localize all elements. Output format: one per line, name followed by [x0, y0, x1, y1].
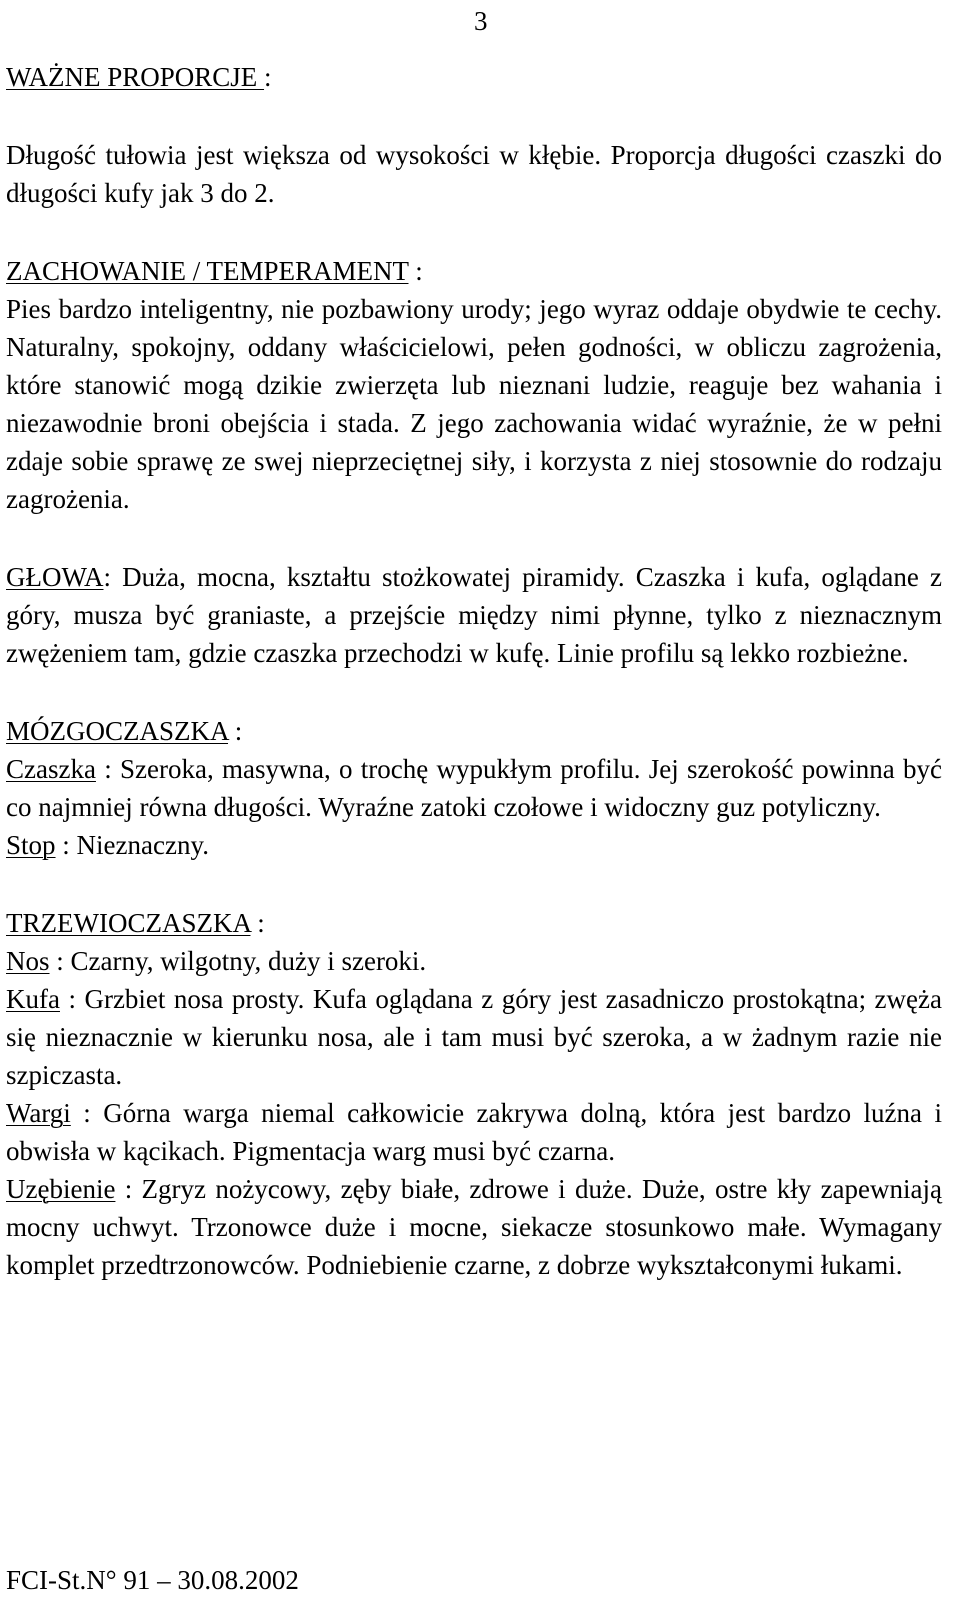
section-head-text: : Duża, mocna, kształtu stożkowatej piramidy. Czaszka i kufa, oglądane z góry, musza być graniaste, a przejście między nimi płynne, tylko z nieznacznym zwężeniem tam, gdzie czaszka przechodzi w kufę. Linie profilu są lekko rozbieżne. — [6, 562, 942, 668]
cranial-stop-label: Stop — [6, 830, 56, 860]
facial-nose-paragraph — [6, 942, 942, 980]
section-behaviour-heading — [6, 252, 942, 290]
facial-nose-label: Nos — [6, 946, 50, 976]
section-head-paragraph — [6, 558, 942, 672]
section-behaviour-title: ZACHOWANIE / TEMPERAMENT — [6, 256, 409, 286]
cranial-skull-label: Czaszka — [6, 754, 96, 784]
facial-lips-label: Wargi — [6, 1098, 71, 1128]
cranial-skull-paragraph — [6, 750, 942, 826]
facial-muzzle-text: : Grzbiet nosa prosty. Kufa oglądana z góry jest zasadniczo prostokątna; zwęża się nieznacznie w kierunku nosa, ale i tam musi być szeroka, a w żadnym razie nie szpiczasta. — [6, 984, 942, 1090]
section-facial-heading — [6, 904, 942, 942]
facial-lips-text: : Górna warga niemal całkowicie zakrywa dolną, która jest bardzo luźna i obwisła w kącikach. Pigmentacja warg musi być czarna. — [6, 1098, 942, 1166]
section-proportions-text: Długość tułowia jest większa od wysokości w kłębie. Proporcja długości czaszki do długości kufy jak 3 do 2. — [6, 140, 942, 208]
document-footer: FCI-St.N° 91 – 30.08.2002 — [6, 1565, 299, 1595]
cranial-stop-paragraph — [6, 826, 942, 864]
facial-lips-paragraph — [6, 1094, 942, 1170]
section-cranial-colon: : — [228, 716, 243, 746]
section-proportions-heading — [6, 58, 942, 96]
section-facial-title: TRZEWIOCZASZKA — [6, 908, 251, 938]
section-behaviour-colon: : — [408, 256, 423, 286]
section-head-title: GŁOWA — [6, 562, 104, 592]
facial-teeth-text: : Zgryz nożycowy, zęby białe, zdrowe i duże. Duże, ostre kły zapewniają mocny uchwyt. Trzonowce duże i mocne, siekacze stosunkowo małe. Wymagany komplet przedtrzonowców. Podniebienie czarne, z dobrze wykształconymi łukami. — [6, 1174, 942, 1280]
page-number: 3 — [474, 6, 488, 36]
section-proportions-colon: : — [264, 62, 272, 92]
document-body — [6, 58, 942, 1284]
section-proportions-title: WAŻNE PROPORCJE — [6, 62, 265, 92]
facial-muzzle-paragraph — [6, 980, 942, 1094]
section-behaviour-text: Pies bardzo inteligentny, nie pozbawiony urody; jego wyraz oddaje obydwie te cechy. Naturalny, spokojny, oddany właścicielowi, pełen godności, w obliczu zagrożenia, które stanowić mogą dzikie zwierzęta lub nieznani ludzie, reaguje bez wahania i niezawodnie broni obejścia i stada. Z jego zachowania widać wyraźnie, że w pełni zdaje sobie sprawę ze swej nieprzeciętnej siły, i korzysta z niej stosownie do rodzaju zagrożenia. — [6, 294, 942, 514]
facial-muzzle-label: Kufa — [6, 984, 60, 1014]
section-cranial-title: MÓZGOCZASZKA — [6, 716, 229, 746]
cranial-skull-text: : Szeroka, masywna, o trochę wypukłym profilu. Jej szerokość powinna być co najmniej równa długości. Wyraźne zatoki czołowe i widoczny guz potyliczny. — [6, 754, 942, 822]
cranial-stop-text: : Nieznaczny. — [55, 830, 209, 860]
section-cranial-heading — [6, 712, 942, 750]
section-facial-colon: : — [250, 908, 265, 938]
facial-nose-text: : Czarny, wilgotny, duży i szeroki. — [49, 946, 427, 976]
facial-teeth-label: Uzębienie — [6, 1174, 116, 1204]
facial-teeth-paragraph — [6, 1170, 942, 1284]
